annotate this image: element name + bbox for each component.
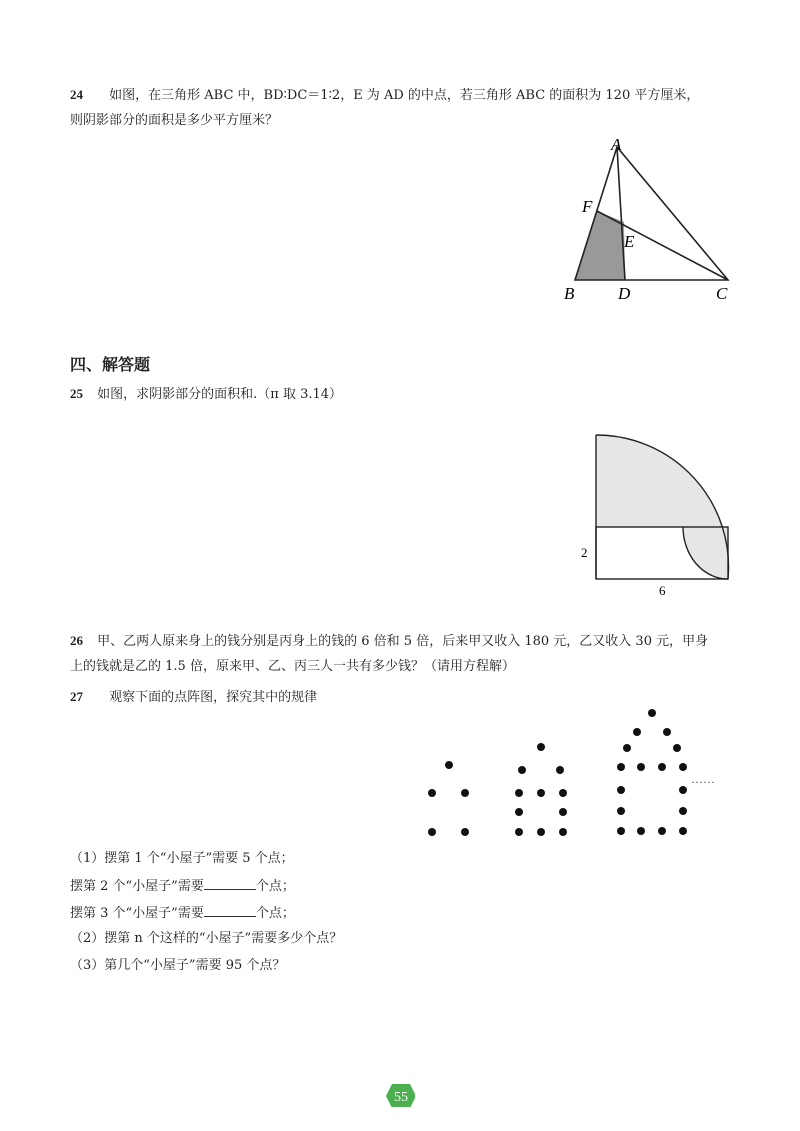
q25-figure [575, 425, 745, 600]
q27-text [70, 688, 317, 707]
dot [428, 828, 436, 836]
q27-ellipsis: …… [691, 772, 715, 786]
q27-sub3: （3）第几个“小屋子”需要 95 个点？ [70, 958, 286, 973]
dot [537, 828, 545, 836]
q27-dot-pattern [415, 700, 745, 850]
page-number: 55 [394, 1090, 408, 1105]
dot [637, 763, 645, 771]
dot [461, 789, 469, 797]
dot [518, 766, 526, 774]
dot [663, 728, 671, 736]
dot [679, 807, 687, 815]
dot [428, 789, 436, 797]
q27-sub1c-blank[interactable] [204, 903, 256, 917]
q26-text-line1 [70, 632, 708, 651]
q27-question: 观察下面的点阵图，探究其中的规律 [109, 690, 318, 705]
q24-label-f: F [582, 197, 593, 216]
q25-dim-width: 6 [659, 583, 666, 598]
dot [679, 827, 687, 835]
dot [658, 763, 666, 771]
q24-label-a: A [611, 135, 622, 154]
dot [515, 808, 523, 816]
dot [537, 743, 545, 751]
q25-question: 如图，求阴影部分的面积和.（π 取 3.14） [97, 387, 343, 402]
q25-dim-height: 2 [581, 545, 588, 560]
q24-line1: 如图，在三角形 ABC 中，BD∶DC＝1∶2，E 为 AD 的中点，若三角形 ABC 的面积为 120 平方厘米， [109, 88, 700, 103]
page-number-badge [385, 1083, 415, 1107]
q27-sub1b [70, 876, 295, 896]
q27-sub1b-blank[interactable] [204, 876, 256, 890]
dot [537, 789, 545, 797]
dot [648, 709, 656, 717]
q26-number: 26 [70, 633, 83, 648]
dot [515, 828, 523, 836]
q26-line1: 甲、乙两人原来身上的钱分别是丙身上的钱的 6 倍和 5 倍，后来甲又收入 180 元，乙又收入 30 元，甲身 [97, 634, 709, 649]
dot [617, 807, 625, 815]
dot [679, 786, 687, 794]
dot [461, 828, 469, 836]
q26-text-line2: 上的钱就是乙的 1.5 倍，原来甲、乙、丙三人一共有多少钱？（请用方程解） [70, 659, 515, 674]
dot [559, 789, 567, 797]
dot [559, 828, 567, 836]
dot [673, 744, 681, 752]
dot [617, 786, 625, 794]
q24-number: 24 [70, 87, 83, 102]
dot [559, 808, 567, 816]
q24-text-line2: 则阴影部分的面积是多少平方厘米？ [70, 113, 279, 128]
q27-sub1b-text: 摆第 2 个“小屋子”需要 [70, 879, 204, 894]
q27-house-2 [515, 743, 567, 836]
dot [617, 763, 625, 771]
q27-house-3 [617, 709, 687, 835]
q24-text-line1 [70, 86, 699, 105]
section-title: 四、解答题 [70, 355, 151, 374]
dot [679, 763, 687, 771]
q25-text [70, 385, 342, 404]
q25-number: 25 [70, 386, 83, 401]
dot [623, 744, 631, 752]
q24-label-b: B [564, 284, 575, 303]
dot [617, 827, 625, 835]
q27-sub1c [70, 903, 295, 923]
dot [633, 728, 641, 736]
q24-label-d: D [618, 284, 631, 303]
q27-number: 27 [70, 689, 83, 704]
dot [515, 789, 523, 797]
q27-sub1b-suffix: 个点； [255, 879, 295, 894]
q27-sub2: （2）摆第 n 个这样的“小屋子”需要多少个点？ [70, 931, 343, 946]
dot [556, 766, 564, 774]
q27-sub1: （1）摆第 1 个“小屋子”需要 5 个点； [70, 851, 294, 866]
q27-sub1c-suffix: 个点； [255, 906, 295, 921]
q27-sub1c-text: 摆第 3 个“小屋子”需要 [70, 906, 204, 921]
dot [637, 827, 645, 835]
dot [445, 761, 453, 769]
q27-house-1 [428, 761, 469, 836]
q24-label-e: E [624, 232, 635, 251]
q24-triangle-figure [560, 132, 740, 307]
q24-label-c: C [716, 284, 728, 303]
dot [658, 827, 666, 835]
